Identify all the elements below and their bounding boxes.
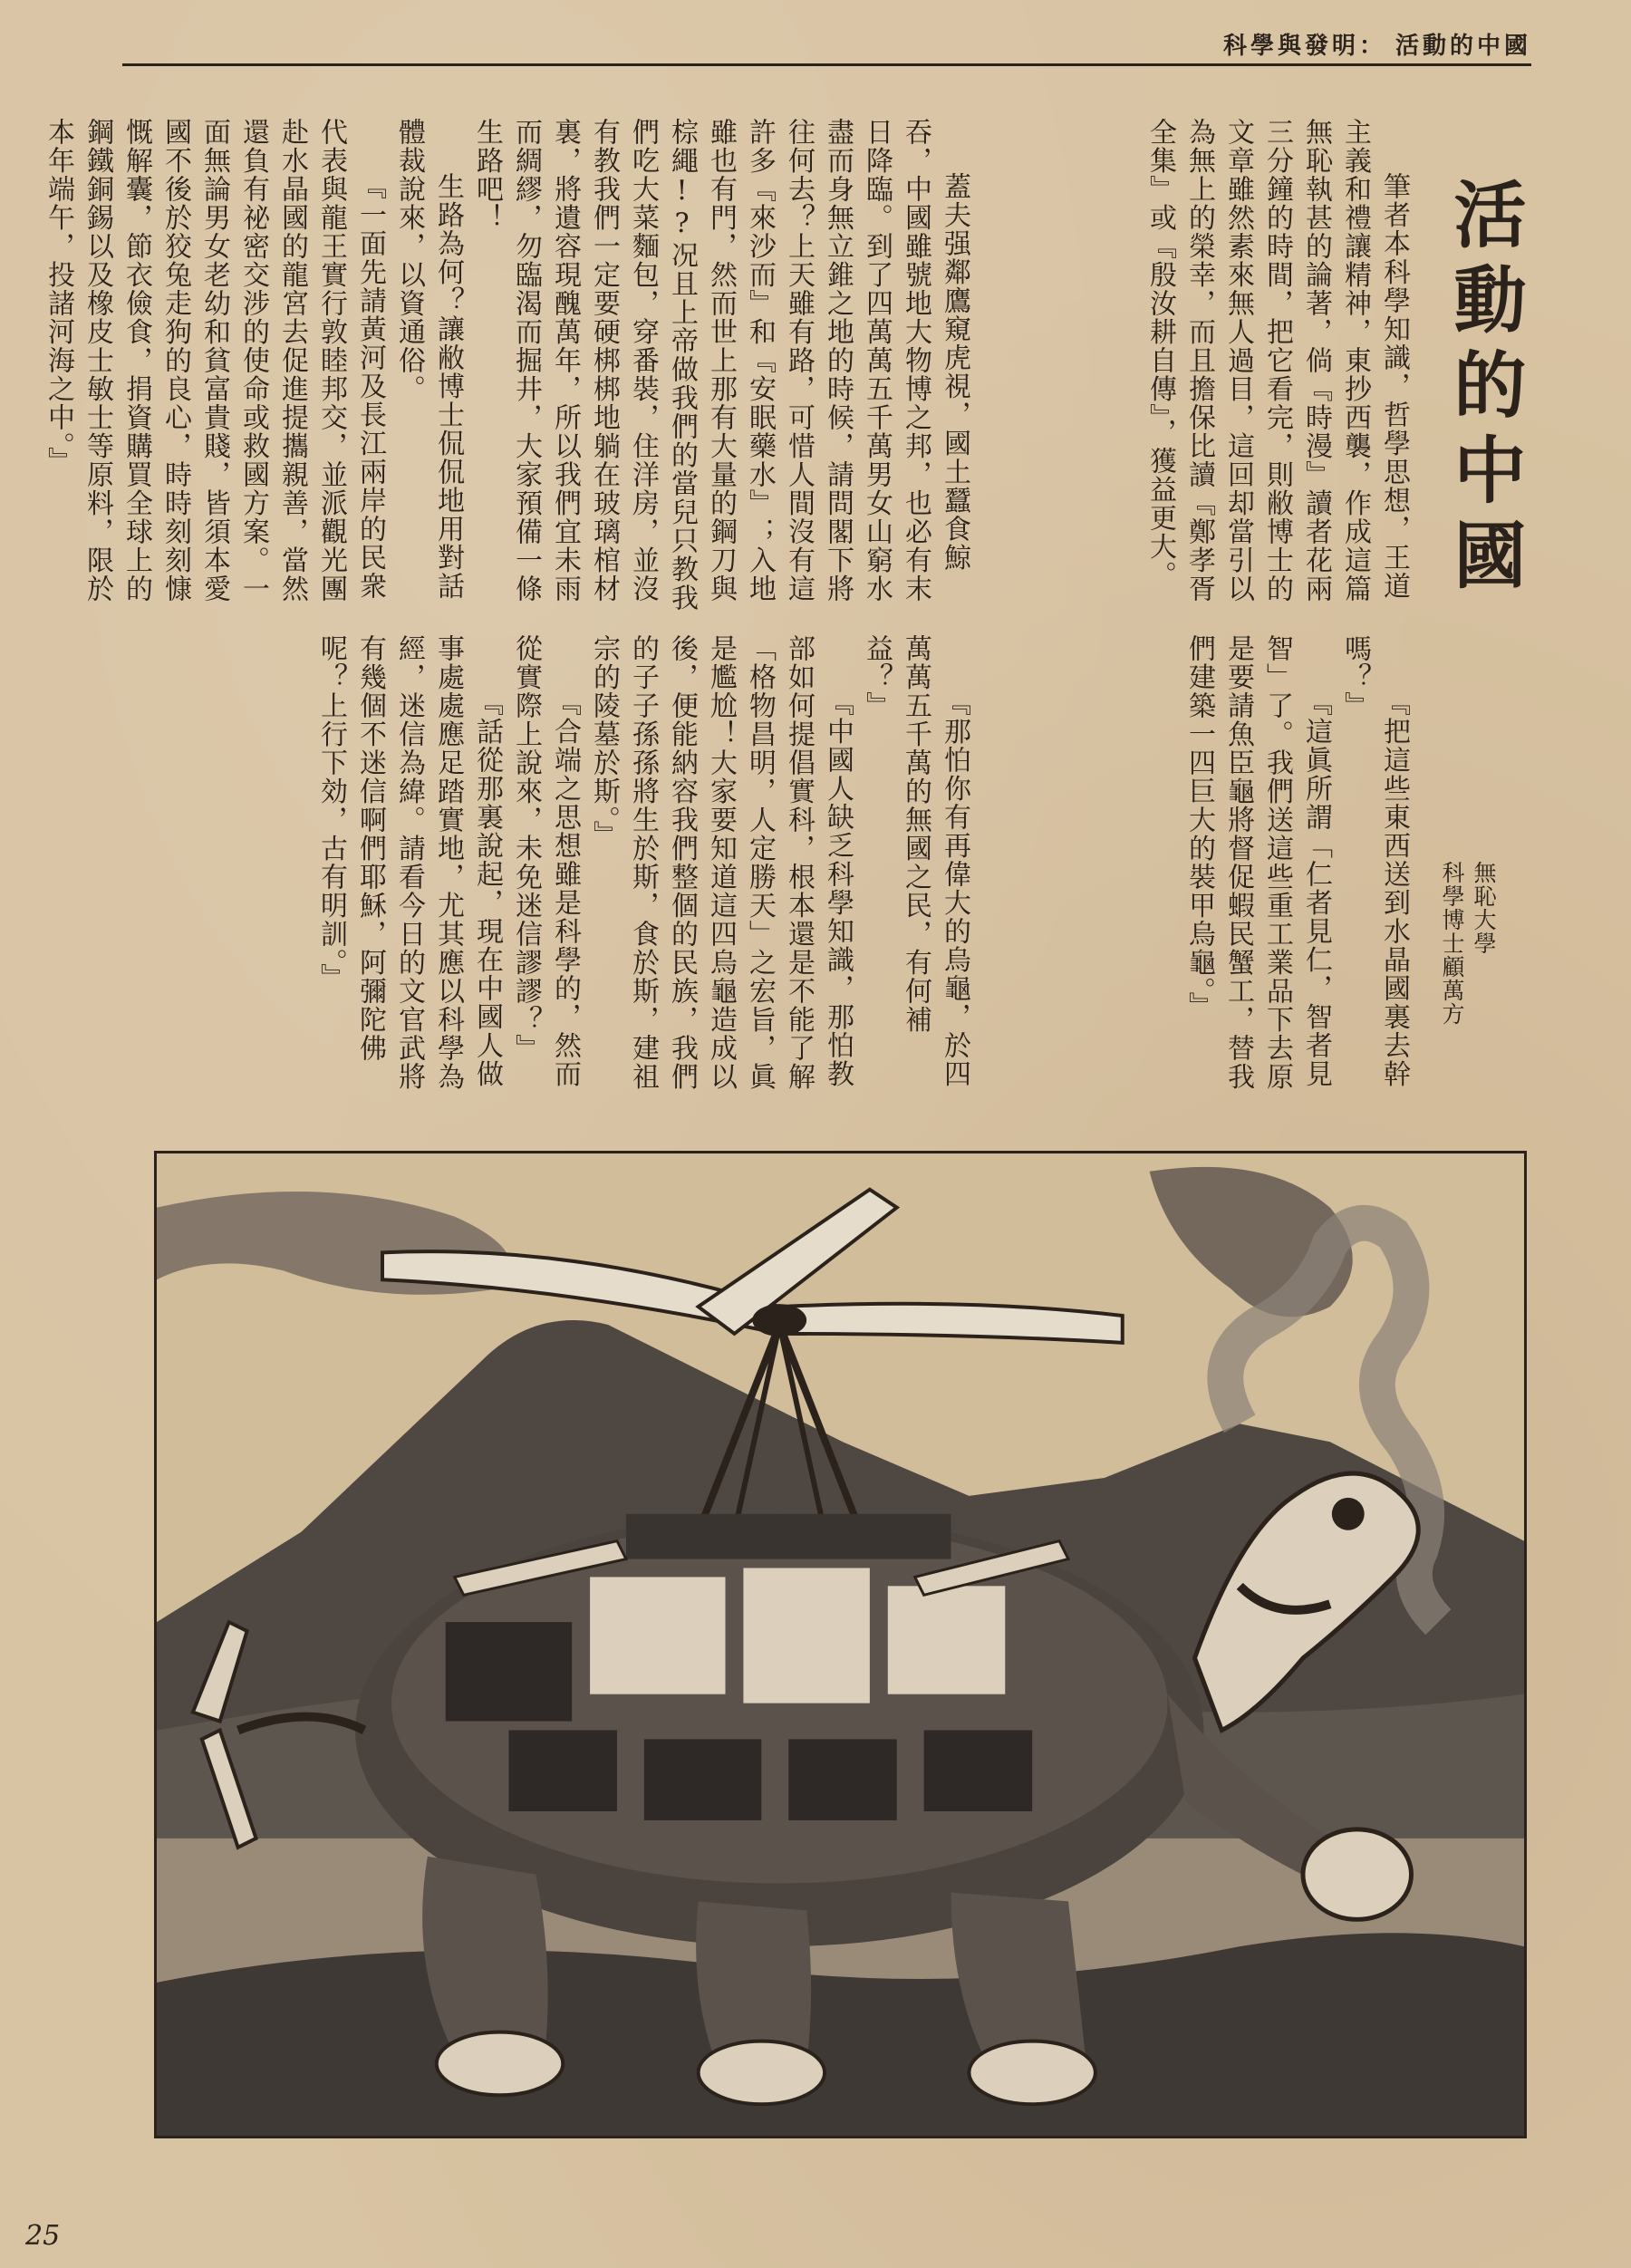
shell-plate (446, 1622, 572, 1721)
shell-plate (508, 1730, 617, 1811)
paragraph: 『話從那裏說起，現在中國人做事處處應足踏實地，尤其應以科學為經，迷信為緯。請看今日的文官武將有幾個不迷信啊們耶穌，阿彌陀佛呢？上行下効，古有明訓。』 (315, 634, 503, 1091)
byline-line-1: 無恥大學 (1471, 861, 1497, 955)
shell-plate (590, 1577, 725, 1694)
paragraph: 筆者本科學知識，哲學思想，王道主義和禮讓精神，東抄西襲，作成這篇無恥執甚的論著，倘『時漫』讀者花兩三分鐘的時間，把它看完，則敝博士的文章雖然素來無人過目，這回却當引以為無上的榮幸，而且擔保比讀『鄭孝胥全集』或『殷汝耕自傳』，獲益更大。 (1144, 118, 1410, 603)
foot (969, 2041, 1095, 2105)
text-column-upper-left (43, 118, 974, 625)
rotor-hub (752, 1304, 806, 1337)
shell-plate (924, 1730, 1033, 1811)
page-number: 25 (25, 2220, 61, 2252)
shell-plate (888, 1586, 1005, 1694)
paragraph: 『那怕你有再偉大的烏龜，於四萬萬五千萬的無國之民，有何補益？』 (861, 634, 970, 1088)
paragraph: 『把這些東西送到水晶國裏去幹嗎？』 (1339, 634, 1410, 1088)
foot (437, 2032, 563, 2096)
text-column-lower-left (122, 634, 974, 1105)
byline-line-2: 科學博士顧萬方 (1439, 861, 1465, 1026)
shell-plate (788, 1739, 897, 1820)
foot (699, 2041, 825, 2105)
leg (696, 1901, 811, 2063)
running-title: 活動的中國 (1395, 32, 1531, 60)
turret-base (626, 1514, 951, 1559)
shell-plate (743, 1568, 869, 1703)
paragraph: 蓋夫强鄰鷹窺虎視，國土蠶食鯨吞，中國雖號地大物博之邦，也必有末日降臨。到了四萬萬五千萬男女山窮水盡而身無立錐之地的時候，請問閣下將往何去？上天雖有路，可惜人間沒有這許多『來沙而』和『安眠藥水』；入地雖也有門，然而世上那有大量的鋼刀與棕繩!?况且上帝做我們的當兒只教我們吃大菜麵包，穿番裝，住洋房，並沒有教我們一定要硬梆梆地躺在玻璃棺材裏，將遺容現醜萬年，所以我們宜未雨而綢繆，勿臨渴而掘井，大家預備一條生路吧！ (471, 118, 970, 613)
text-column-upper-right (988, 118, 1414, 625)
turtle-illustration (154, 1151, 1527, 2138)
byline (1423, 861, 1522, 1069)
paragraph: 生路為何？讓敝博士侃侃地用對話體裁說來，以資通俗。 (393, 118, 464, 601)
armored-turtle-drawing (157, 1153, 1524, 2136)
shell-plate (644, 1739, 761, 1820)
paragraph: 『合端之思想雖是科學的，然而從實際上說來，未免迷信謬謬？』 (510, 634, 581, 1088)
running-header (1205, 25, 1531, 62)
turtle-eye (1332, 1498, 1365, 1530)
article-title: 活動的中國 (1442, 177, 1526, 603)
paragraph: 『一面先請黃河及長江兩岸的民衆代表與龍王實行敦睦邦交，並派觀光團赴水晶國的龍宮去促進提攜親善，當然還負有祕密交涉的使命或救國方案。一面無論男女老幼和貧富貴賤，皆須本愛國不後於狡兔走狗的良心，時時刻刻慷慨解囊，節衣儉食，捐資購買全球上的鋼鐵銅錫以及橡皮士敏士等原料，限於本年端午，投諸河海之中。』 (43, 118, 386, 603)
paragraph: 『中國人缺乏科學知識，那怕教部如何提倡實科，根本還是不能了解「格物昌明，人定勝天」之宏旨，眞是尷尬！大家要知道這四烏龜造成以後，便能納容我們整個的民族，我們的子子孫孫將生於斯，食於斯，建祖宗的陵墓於斯。』 (588, 634, 854, 1091)
section-label: 科學與發明： (1222, 32, 1386, 60)
text-column-lower-right (988, 634, 1414, 1105)
paragraph: 『這眞所謂「仁者見仁，智者見智」了。我們送這些重工業品下去原是要請魚臣龜將督促蝦民蟹工，替我們建築一四巨大的裝甲烏龜。』 (1183, 634, 1332, 1091)
foot (1303, 1829, 1412, 1919)
header-rule (122, 63, 1531, 66)
